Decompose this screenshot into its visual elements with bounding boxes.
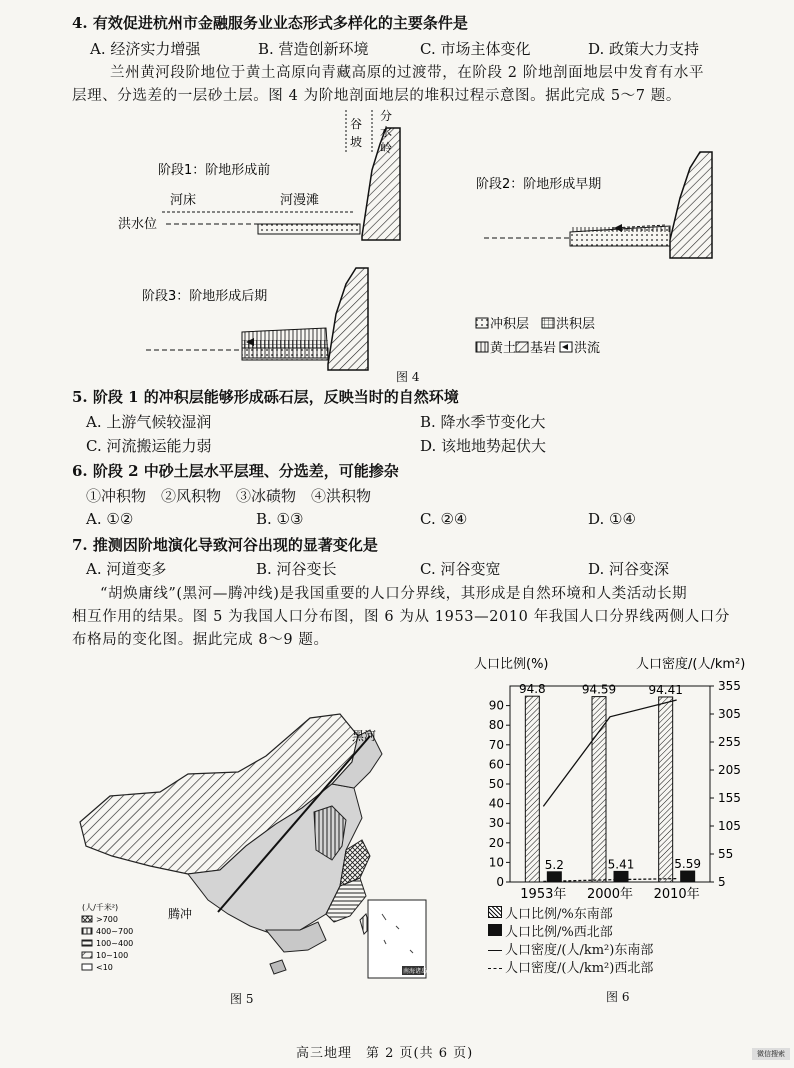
svg-text:基岩: 基岩 [530, 341, 557, 356]
stage1-label: 阶段1：阶地形成前 [158, 163, 271, 178]
floodplain-label: 河漫滩 [280, 193, 320, 208]
q6-option-d: D. ①④ [588, 510, 636, 528]
q4-option-a: A. 经济实力增强 [90, 40, 201, 58]
bar-label-northwest: 5.2 [544, 857, 564, 872]
legend-nw-density: 人口密度/(人/km²)西北部 [505, 961, 654, 976]
legend-swatch-se-ratio [488, 906, 502, 918]
stage3-label: 阶段3：阶地形成后期 [142, 289, 268, 304]
y-tick-label: 0 [496, 875, 504, 889]
legend-nw-ratio: 人口比例/%西北部 [505, 925, 613, 940]
legend-se-density: 人口密度/(人/km²)东南部 [505, 943, 654, 958]
q7-option-d: D. 河谷变深 [588, 560, 670, 578]
intro2-line2: 相互作用的结果。图 5 为我国人口分布图，图 6 为从 1953—2010 年我国人口分界线两侧人口分 [72, 609, 731, 625]
legend-se-ratio: 人口比例/%东南部 [505, 907, 613, 922]
q4-option-c: C. 市场主体变化 [420, 40, 531, 58]
y2-tick-label: 255 [718, 735, 741, 749]
riverbed-label: 河床 [170, 193, 197, 208]
svg-text:(人/千米²): (人/千米²) [82, 903, 119, 912]
plot-frame [510, 686, 710, 882]
y-tick-label: 50 [488, 777, 504, 791]
y-tick-label: 30 [488, 816, 504, 831]
svg-text:冲积层: 冲积层 [490, 317, 530, 332]
stage1-alluvium [258, 224, 360, 234]
svg-text:100~400: 100~400 [96, 939, 134, 948]
y-tick-label: 10 [488, 855, 504, 870]
line-northwest-density [543, 879, 676, 882]
chart-y2-label: 人口密度/(人/km²) [636, 657, 746, 672]
chart-y-label: 人口比例(%) [474, 657, 549, 672]
y2-tick-label: 55 [718, 847, 734, 861]
q6-option-a: A. ①② [86, 510, 134, 528]
q7-stem: 7. 推测因阶地演化导致河谷出现的显著变化是 [72, 536, 378, 554]
intro1-line2: 层理、分选差的一层砂土层。图 4 为阶地剖面地层的堆积过程示意图。据此完成 5～7 题。 [72, 88, 682, 104]
y-tick-label: 90 [488, 698, 504, 713]
page-footer: 高三地理 第 2 页(共 6 页) [296, 1046, 474, 1061]
q7-option-c: C. 河谷变宽 [420, 560, 501, 578]
intro2-line1: “胡焕庸线”(黑河—腾冲线)是我国重要的人口分界线，其形成是自然环境和人类活动长期 [100, 586, 688, 602]
q4-option-d: D. 政策大力支持 [588, 40, 700, 58]
y-tick-label: 80 [488, 718, 504, 733]
bar-label-southeast: 94.59 [581, 682, 617, 697]
y-tick-label: 40 [488, 796, 504, 811]
x-category-label: 2000年 [586, 887, 634, 902]
line-southeast-density [543, 700, 676, 806]
q7-option-b: B. 河谷变长 [256, 560, 337, 578]
divide-label-1: 分 [380, 109, 393, 123]
svg-text:400~700: 400~700 [96, 927, 134, 936]
bar-northwest-ratio [614, 871, 628, 882]
bar-label-southeast: 94.8 [518, 682, 546, 697]
q5-option-a: A. 上游气候较湿润 [86, 413, 212, 431]
svg-text:黄土: 黄土 [490, 341, 517, 356]
svg-text:<10: <10 [96, 963, 113, 972]
fig5-legend [82, 902, 133, 972]
legend-swatch-nw-ratio [488, 924, 502, 936]
legend-swatch-se-density [488, 950, 502, 951]
q4-stem: 4. 有效促进杭州市金融服务业业态形式多样化的主要条件是 [72, 14, 468, 32]
y2-tick-label: 105 [718, 819, 741, 833]
q5-stem: 5. 阶段 1 的冲积层能够形成砾石层，反映当时的自然环境 [72, 388, 459, 406]
figure-4-caption: 图 4 [396, 370, 420, 384]
valley-slope-label-1: 谷 [350, 117, 363, 131]
q6-items: ①冲积物 ②风积物 ③冰碛物 ④洪积物 [86, 487, 372, 505]
watermark-badge: 微信搜索 [752, 1048, 790, 1060]
fig6-legend [488, 906, 653, 978]
bar-label-northwest: 5.59 [674, 857, 702, 872]
y2-tick-label: 305 [718, 707, 741, 721]
stage2-label: 阶段2：阶地形成早期 [476, 177, 602, 192]
figure-5-map [70, 700, 440, 990]
q4-option-b: B. 营造创新环境 [258, 40, 369, 58]
svg-text:南海诸岛: 南海诸岛 [403, 968, 428, 975]
tengchong-label: 腾冲 [168, 907, 193, 921]
flood-level-label: 洪水位 [118, 217, 158, 232]
q6-option-c: C. ②④ [420, 510, 468, 528]
y-tick-label: 60 [488, 757, 504, 772]
divide-label-3: 岭 [380, 141, 393, 155]
q6-option-b: B. ①③ [256, 510, 304, 528]
stage3-bedrock [328, 268, 368, 370]
svg-text:>700: >700 [96, 915, 118, 924]
figure-4 [100, 108, 720, 378]
x-category-label: 1953年 [520, 887, 567, 902]
x-category-label: 2010年 [653, 887, 700, 902]
q5-option-b: B. 降水季节变化大 [420, 413, 546, 431]
bar-southeast-ratio [659, 697, 673, 882]
q7-option-a: A. 河道变多 [86, 560, 167, 578]
svg-text:洪流: 洪流 [574, 341, 601, 356]
q5-option-d: D. 该地地势起伏大 [420, 437, 547, 455]
q5-option-c: C. 河流搬运能力弱 [86, 437, 212, 455]
stage2-bedrock [670, 152, 712, 258]
bar-label-northwest: 5.41 [607, 857, 635, 872]
svg-text:洪积层: 洪积层 [556, 317, 596, 332]
figure-5-caption: 图 5 [230, 992, 254, 1006]
figure-6-chart [466, 650, 776, 912]
y2-tick-label: 205 [718, 763, 741, 777]
divide-label-2: 水 [380, 125, 393, 139]
legend-swatch-nw-density [488, 968, 502, 969]
figure-6-caption: 图 6 [606, 990, 630, 1004]
hainan-island [270, 960, 286, 974]
y-tick-label: 70 [488, 737, 504, 752]
bar-southeast-ratio [525, 696, 539, 882]
y2-tick-label: 155 [718, 791, 741, 805]
fig4-legend [476, 316, 600, 356]
valley-slope-label-2: 坡 [350, 135, 363, 149]
y-tick-label: 20 [488, 835, 504, 850]
intro1-line1: 兰州黄河段阶地位于黄土高原向青藏高原的过渡带，在阶段 2 阶地剖面地层中发育有水平 [110, 65, 705, 81]
intro2-line3: 布格局的变化图。据此完成 8～9 题。 [72, 632, 329, 648]
y2-tick-label: 355 [718, 679, 741, 693]
svg-text:10~100: 10~100 [96, 951, 129, 960]
y2-tick-label: 5 [718, 875, 726, 889]
bar-label-southeast: 94.41 [648, 682, 683, 697]
bar-northwest-ratio [681, 871, 695, 882]
heihe-label: 黑河 [352, 729, 377, 743]
q6-stem: 6. 阶段 2 中砂土层水平层理、分选差，可能掺杂 [72, 462, 399, 480]
